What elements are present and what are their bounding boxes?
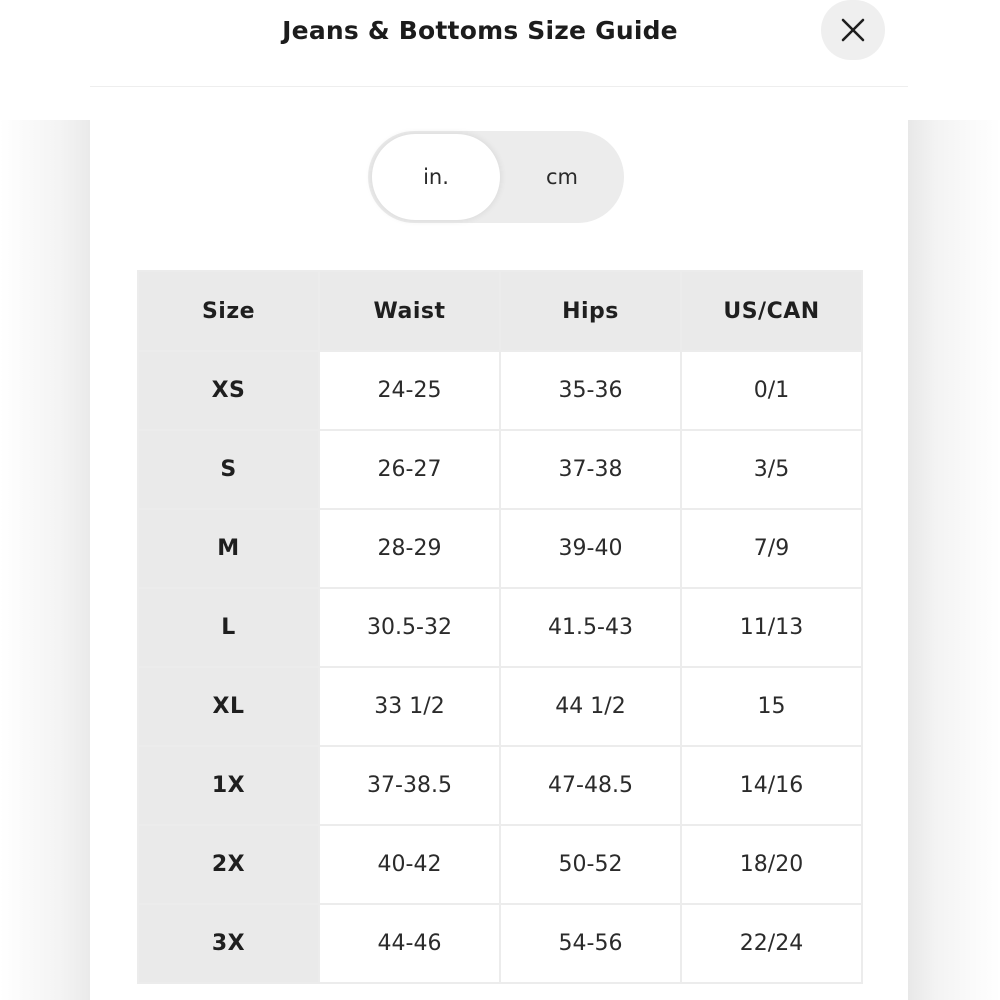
us-can-cell: 15	[681, 667, 862, 746]
close-button[interactable]	[821, 0, 885, 60]
close-icon	[840, 17, 866, 43]
waist-cell: 30.5-32	[319, 588, 500, 667]
table-row	[138, 746, 862, 825]
size-cell: 2X	[138, 825, 319, 904]
hips-cell: 50-52	[500, 825, 681, 904]
table-row	[138, 667, 862, 746]
modal-title: Jeans & Bottoms Size Guide	[282, 16, 678, 45]
table-row	[138, 430, 862, 509]
waist-cell: 28-29	[319, 509, 500, 588]
unit-option-cm[interactable]: cm	[545, 165, 578, 189]
hips-cell: 41.5-43	[500, 588, 681, 667]
size-cell: 3X	[138, 904, 319, 983]
size-table	[137, 270, 863, 984]
table-row	[138, 588, 862, 667]
size-cell: XS	[138, 351, 319, 430]
table-row	[138, 351, 862, 430]
modal-backdrop-left	[0, 120, 90, 1000]
us-can-cell: 18/20	[681, 825, 862, 904]
us-can-cell: 7/9	[681, 509, 862, 588]
hips-cell: 54-56	[500, 904, 681, 983]
size-cell: XL	[138, 667, 319, 746]
us-can-cell: 14/16	[681, 746, 862, 825]
us-can-cell: 22/24	[681, 904, 862, 983]
us-can-cell: 3/5	[681, 430, 862, 509]
column-header-us-can: US/CAN	[681, 271, 862, 351]
table-header-row	[138, 271, 862, 351]
hips-cell: 35-36	[500, 351, 681, 430]
waist-cell: 33 1/2	[319, 667, 500, 746]
table-row	[138, 825, 862, 904]
size-cell: S	[138, 430, 319, 509]
hips-cell: 39-40	[500, 509, 681, 588]
size-guide-modal	[90, 0, 908, 980]
table-row	[138, 509, 862, 588]
table-row	[138, 904, 862, 983]
waist-cell: 37-38.5	[319, 746, 500, 825]
hips-cell: 44 1/2	[500, 667, 681, 746]
size-cell: M	[138, 509, 319, 588]
hips-cell: 37-38	[500, 430, 681, 509]
modal-backdrop-right	[908, 120, 1000, 1000]
unit-option-in[interactable]: in.	[372, 134, 500, 220]
size-cell: 1X	[138, 746, 319, 825]
column-header-hips: Hips	[500, 271, 681, 351]
us-can-cell: 0/1	[681, 351, 862, 430]
hips-cell: 47-48.5	[500, 746, 681, 825]
size-table-container	[137, 270, 861, 984]
modal-header	[90, 0, 908, 87]
waist-cell: 40-42	[319, 825, 500, 904]
column-header-size: Size	[138, 271, 319, 351]
us-can-cell: 11/13	[681, 588, 862, 667]
column-header-waist: Waist	[319, 271, 500, 351]
waist-cell: 44-46	[319, 904, 500, 983]
waist-cell: 26-27	[319, 430, 500, 509]
unit-toggle	[368, 131, 624, 223]
waist-cell: 24-25	[319, 351, 500, 430]
size-cell: L	[138, 588, 319, 667]
